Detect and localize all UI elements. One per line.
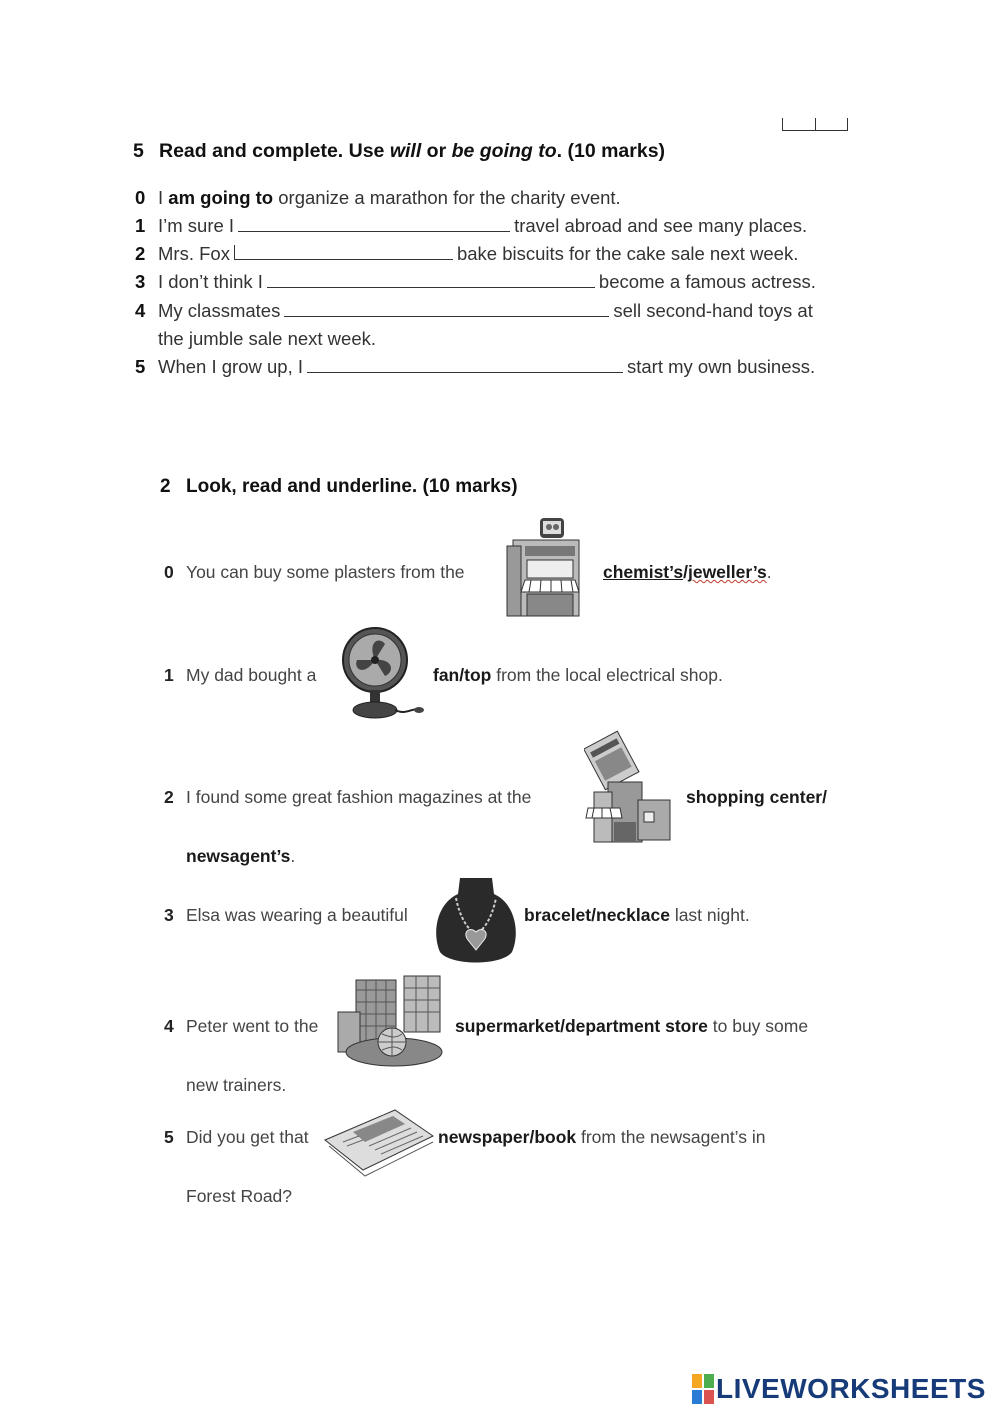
option-supermarket[interactable]: supermarket — [455, 1016, 561, 1036]
item-number: 0 — [135, 187, 146, 208]
s2-item-0 — [164, 562, 465, 583]
answer-blank-4[interactable] — [284, 302, 609, 317]
s5-item-4 — [135, 300, 813, 322]
option-separator: / — [560, 1016, 565, 1036]
necklace-icon — [432, 874, 520, 966]
option-newsagents[interactable]: newsagent’s — [186, 846, 291, 866]
item-number: 4 — [164, 1016, 174, 1036]
score-box — [782, 118, 848, 131]
s2-item-2-options — [686, 787, 827, 808]
item-number: 1 — [164, 665, 174, 685]
s2-item-0-options — [603, 562, 772, 583]
item-number: 2 — [135, 243, 146, 264]
item-text: bake biscuits for the cake sale next week. — [456, 243, 799, 264]
item-number: 3 — [164, 905, 174, 925]
s5-item-3 — [135, 271, 816, 293]
s2-item-4-options — [455, 1016, 808, 1037]
s2-item-3 — [164, 905, 408, 926]
item-number: 5 — [164, 1127, 174, 1147]
newspaper-icon — [323, 1106, 435, 1178]
option-separator: / — [591, 905, 596, 925]
section-2-heading — [160, 476, 518, 498]
s5-item-4-line2: the jumble sale next week. — [158, 328, 377, 349]
s2-item-3-options — [524, 905, 750, 926]
s2-item-5 — [164, 1127, 309, 1148]
section-number: 2 — [160, 476, 171, 497]
brand-name: LIVEWORKSHEETS — [716, 1373, 986, 1404]
item-text: from the local electrical shop. — [491, 665, 723, 685]
liveworksheets-logo — [692, 1373, 986, 1405]
heading-will: will — [389, 140, 422, 162]
item-number: 2 — [164, 787, 174, 807]
newsagent-icon — [584, 730, 674, 846]
item-text: I found some great fashion magazines at the — [186, 787, 532, 807]
s2-item-1-options — [433, 665, 723, 686]
item-text: You can buy some plasters from the — [186, 562, 465, 582]
s2-item-1 — [164, 665, 316, 686]
s5-item-0 — [135, 187, 621, 209]
item-number: 1 — [135, 215, 146, 236]
item-text: start my own business. — [626, 356, 816, 377]
section-5-heading — [133, 140, 665, 163]
item-text: I don’t think I — [158, 271, 263, 292]
item-text: . — [290, 846, 296, 866]
item-text: last night. — [669, 905, 750, 925]
item-number: 3 — [135, 271, 146, 292]
option-bracelet[interactable]: bracelet — [524, 905, 592, 925]
s2-item-5-options — [438, 1127, 766, 1148]
option-shopping-center[interactable]: shopping center — [686, 787, 823, 807]
option-fan[interactable]: fan — [433, 665, 460, 685]
heading-or: or — [421, 140, 452, 162]
answer-blank-1[interactable] — [238, 217, 510, 232]
option-book[interactable]: book — [534, 1127, 577, 1147]
heading-text: Read and complete. Use — [159, 140, 390, 162]
item-text: travel abroad and see many places. — [514, 215, 808, 236]
item-number: 5 — [135, 356, 146, 377]
item-text: Elsa was wearing a beautiful — [186, 905, 408, 925]
s5-item-2 — [135, 243, 798, 265]
heading-going-to: be going to — [451, 140, 557, 162]
example-answer: am going to — [168, 187, 274, 208]
item-text: I’m sure I — [158, 215, 235, 236]
answer-blank-2[interactable] — [234, 245, 453, 260]
s5-item-5 — [135, 356, 815, 378]
option-jewellers[interactable]: jeweller’s — [687, 562, 767, 582]
s2-item-4 — [164, 1016, 318, 1037]
item-number: 4 — [135, 300, 146, 321]
item-text: to buy some — [707, 1016, 809, 1036]
option-separator: / — [459, 665, 465, 685]
item-text: organize a marathon for the charity event. — [273, 187, 621, 208]
s2-item-5-line2: Forest Road? — [186, 1186, 293, 1206]
section-number: 5 — [133, 140, 144, 162]
item-text: When I grow up, I — [158, 356, 303, 377]
option-department-store[interactable]: department store — [564, 1016, 708, 1036]
item-text: Peter went to the — [186, 1016, 319, 1036]
option-chemists[interactable]: chemist’s — [603, 562, 684, 582]
item-text: My classmates — [158, 300, 281, 321]
s2-item-2 — [164, 787, 531, 808]
option-separator: / — [822, 787, 827, 807]
item-text: My dad bought a — [186, 665, 317, 685]
heading-text: Look, read and underline. (10 marks) — [186, 476, 518, 497]
answer-blank-5[interactable] — [307, 358, 623, 373]
shop-icon — [505, 516, 585, 620]
answer-blank-3[interactable] — [267, 273, 595, 288]
option-separator: / — [529, 1127, 535, 1147]
item-text: from the newsagent’s in — [576, 1127, 766, 1147]
fan-icon — [337, 626, 429, 722]
item-text: become a famous actress. — [598, 271, 816, 292]
heading-marks: . (10 marks) — [556, 140, 666, 162]
item-number: 0 — [164, 562, 174, 582]
s5-item-1 — [135, 215, 807, 237]
item-text: sell second-hand toys at — [613, 300, 813, 321]
option-necklace[interactable]: necklace — [596, 905, 670, 925]
option-top[interactable]: top — [464, 665, 492, 685]
s2-item-4-line2: new trainers. — [186, 1075, 287, 1095]
live-badge-icon — [692, 1374, 714, 1404]
department-store-icon — [334, 972, 446, 1072]
item-text: Mrs. Fox — [158, 243, 230, 264]
option-separator: / — [683, 562, 688, 582]
item-text: I — [158, 187, 169, 208]
option-newspaper[interactable]: newspaper — [438, 1127, 530, 1147]
item-text: . — [766, 562, 772, 582]
item-text: Did you get that — [186, 1127, 309, 1147]
s2-item-2-line2 — [186, 846, 295, 867]
